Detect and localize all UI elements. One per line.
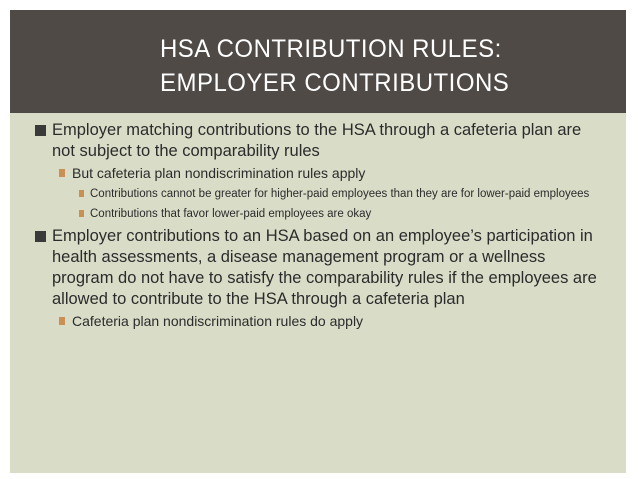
- bullet-item: [10, 226, 626, 310]
- square-bullet-icon: [35, 125, 46, 136]
- title-line-1: HSA CONTRIBUTION RULES:: [160, 35, 502, 63]
- title-line-2: EMPLOYER CONTRIBUTIONS: [160, 69, 510, 97]
- bullet-text: Contributions that favor lower-paid employees are okay: [90, 208, 372, 220]
- sub-sub-bullet-item: [10, 186, 626, 202]
- sub-sub-bullet-item: [10, 206, 626, 222]
- bullet-text: Contributions cannot be greater for higher-paid employees than they are for lower-paid employees: [90, 188, 590, 200]
- title-bar: [10, 10, 626, 113]
- bullet-item: [10, 120, 626, 162]
- square-bullet-icon: [35, 231, 46, 242]
- bullet-text: Cafeteria plan nondiscrimination rules do apply: [72, 313, 364, 329]
- slide-title: [160, 32, 509, 100]
- square-bullet-icon: [59, 169, 65, 177]
- bullet-list: [10, 120, 626, 334]
- sub-bullet-item: [10, 312, 626, 331]
- bullet-text: Employer matching contributions to the HSA through a cafeteria plan are not subject to the comparability rules: [52, 121, 582, 160]
- bullet-text: Employer contributions to an HSA based on an employee’s participation in health assessments, a disease management program or a wellness program do not have to satisfy the comparability rules if the employees are allowed to contribute to the HSA through a cafeteria plan: [52, 227, 597, 308]
- square-bullet-icon: [59, 317, 65, 325]
- square-bullet-icon: [79, 190, 84, 197]
- bullet-text: But cafeteria plan nondiscrimination rules apply: [72, 165, 366, 181]
- content-area: [10, 113, 626, 473]
- sub-bullet-item: [10, 164, 626, 183]
- square-bullet-icon: [79, 210, 84, 217]
